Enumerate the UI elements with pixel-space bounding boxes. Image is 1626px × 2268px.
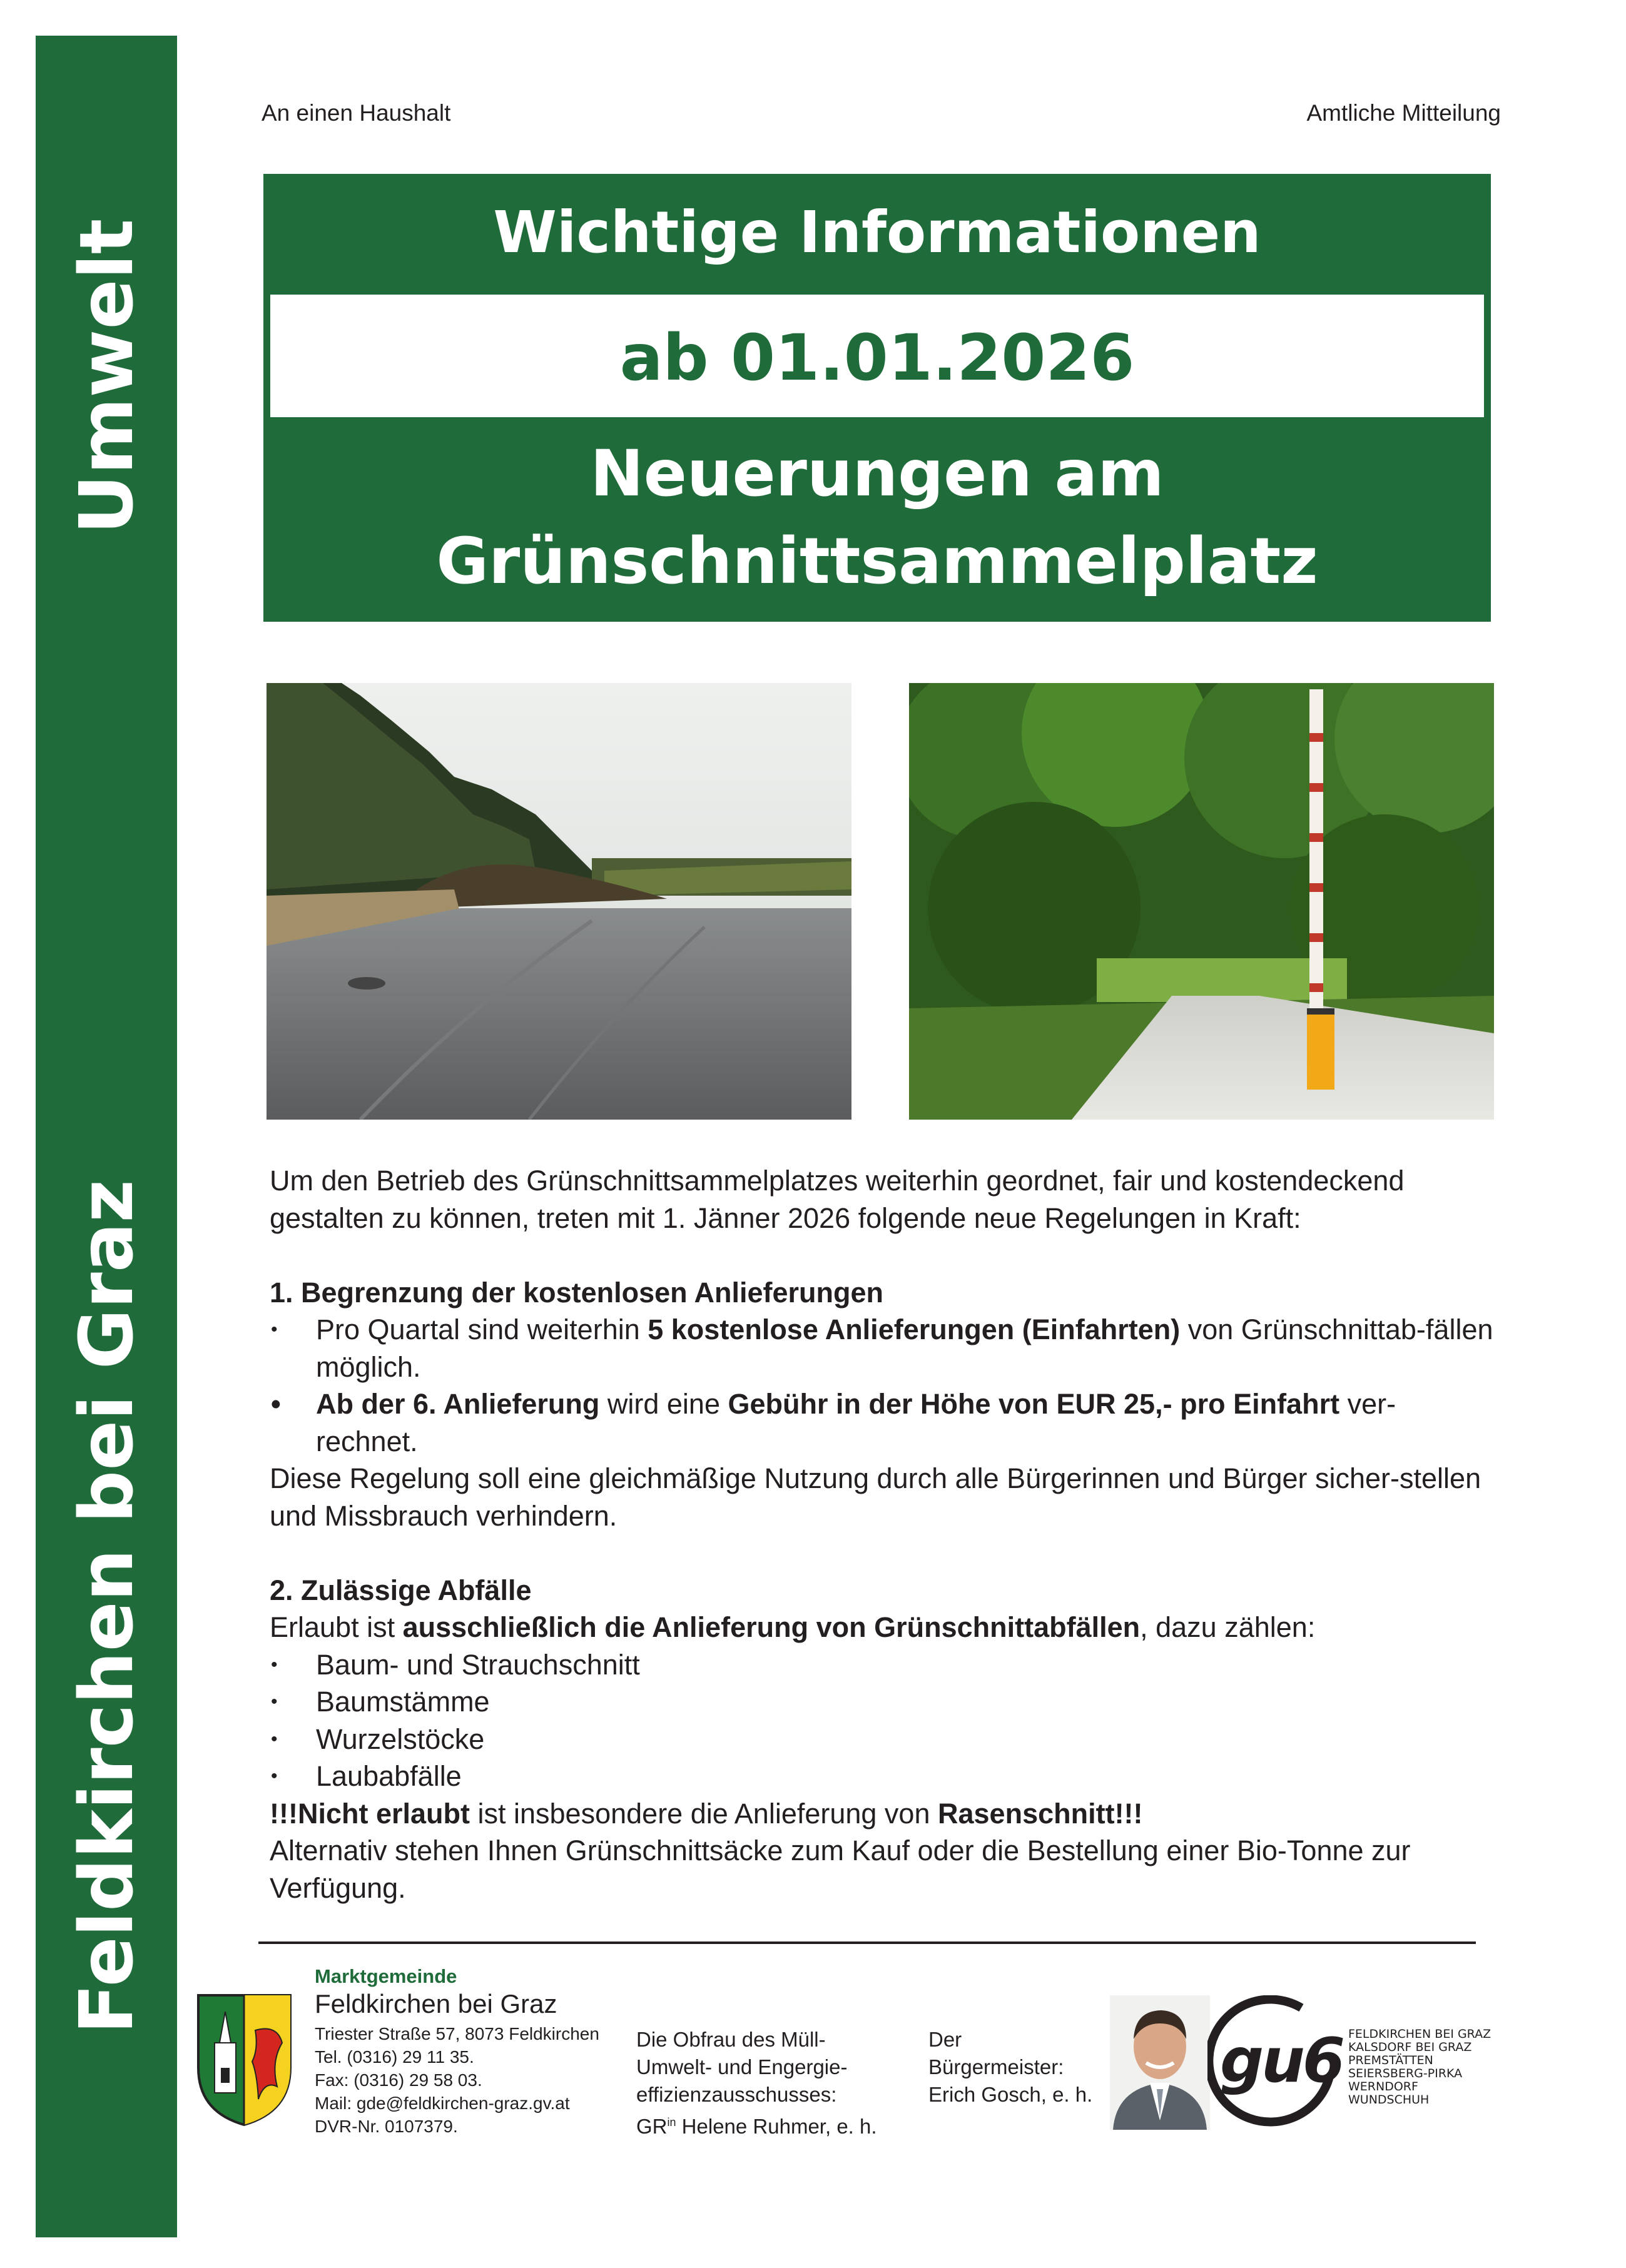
title-subheading-line1: Neuerungen am <box>590 437 1164 511</box>
bullet-icon: • <box>271 1319 278 1340</box>
gu6-logo-text: gu6 <box>1220 2025 1343 2097</box>
bullet-icon: • <box>271 1766 278 1786</box>
text-run: Erlaubt ist <box>270 1611 403 1643</box>
text-line: Umwelt- und Engergie- <box>636 2055 848 2078</box>
text-run: , dazu zählen: <box>1140 1611 1316 1643</box>
chair-name <box>636 2109 877 2140</box>
date-box <box>270 295 1484 417</box>
text-line: effizienzausschusses: <box>636 2083 837 2106</box>
list-item <box>270 1683 1496 1721</box>
notice-type-label: Amtliche Mitteilung <box>1306 100 1501 126</box>
section2-heading: 2. Zulässige Abfälle <box>270 1574 532 1606</box>
phone: Tel. (0316) 29 11 35. <box>315 2047 474 2067</box>
text-run-bold: Rasenschnitt!!! <box>938 1797 1143 1830</box>
gu6-member-list <box>1348 2028 1491 2107</box>
recipient-label: An einen Haushalt <box>262 100 451 126</box>
title-banner <box>263 174 1491 622</box>
coat-of-arms-icon <box>196 1993 293 2127</box>
list-item-label: Wurzelstöcke <box>316 1723 485 1755</box>
list-item-label: Laubabfälle <box>316 1760 462 1792</box>
text-run: ist insbesondere die Anlieferung von <box>470 1797 938 1830</box>
email: Mail: gde@feldkirchen-graz.gv.at <box>315 2093 570 2113</box>
bullet-icon: • <box>271 1654 278 1675</box>
org-type-label: Marktgemeinde <box>315 1965 457 1987</box>
photo-collection-site <box>267 683 851 1120</box>
dvr-number: DVR-Nr. 0107379. <box>315 2117 458 2136</box>
text-run: Helene Ruhmer, e. h. <box>676 2115 877 2138</box>
photo-barrier-entrance <box>909 683 1494 1120</box>
list-item <box>270 1646 1496 1684</box>
list-item-label: Baum- und Strauchschnitt <box>316 1648 640 1681</box>
gu6-member: SEIERSBERG-PIRKA <box>1348 2067 1463 2080</box>
text-line: Bürgermeister: <box>928 2055 1064 2078</box>
section2-lead <box>270 1609 1496 1646</box>
org-name: Feldkirchen bei Graz <box>315 1989 557 2018</box>
text-run: GR <box>636 2115 668 2138</box>
list-item <box>270 1721 1496 1758</box>
text-run-bold: ausschließlich die Anlieferung von Grünschnittabfällen <box>402 1611 1141 1643</box>
gu6-member: WUNDSCHUH <box>1348 2093 1430 2107</box>
list-item <box>270 1385 1496 1460</box>
mayor-name: Erich Gosch, e. h. <box>928 2083 1093 2106</box>
section1-note: Diese Regelung soll eine gleichmäßige Nutzung durch alle Bürgerinnen und Bürger sicher-stellen und Missbrauch verhindern. <box>270 1462 1481 1532</box>
gu6-member: KALSDORF BEI GRAZ <box>1348 2040 1472 2054</box>
bullet-icon: • <box>271 1388 281 1420</box>
gu6-member: FELDKIRCHEN BEI GRAZ <box>1348 2027 1491 2041</box>
committee-chair-block <box>636 2026 877 2140</box>
text-line: Die Obfrau des Müll- <box>636 2028 826 2051</box>
gu6-member: PREMSTÄTTEN <box>1348 2053 1433 2067</box>
list-item <box>270 1311 1496 1385</box>
mayor-block <box>928 2026 1092 2109</box>
text-run: ver-rechnet. <box>316 1388 1396 1457</box>
text-line: Der <box>928 2028 962 2051</box>
effective-date: ab 01.01.2026 <box>619 321 1135 395</box>
warning-line <box>270 1795 1496 1833</box>
alternative-paragraph: Alternativ stehen Ihnen Grünschnittsäcke zum Kauf oder die Bestellung einer Bio-Tonne zur Verfügung. <box>270 1835 1411 1904</box>
footer-divider <box>258 1941 1476 1944</box>
sidebar-band <box>36 36 177 2237</box>
text-run: Pro Quartal sind weiterhin <box>316 1314 648 1345</box>
body-text <box>270 1162 1496 1906</box>
text-run-bold: !!!Nicht erlaubt <box>270 1797 470 1830</box>
text-run-bold: 5 kostenlose Anlieferungen (Einfahrten) <box>648 1314 1181 1345</box>
sidebar-label-municipality: Feldkirchen bei Graz <box>63 1179 150 2035</box>
section1-heading: 1. Begrenzung der kostenlosen Anlieferungen <box>270 1276 883 1309</box>
fax: Fax: (0316) 29 58 03. <box>315 2070 482 2090</box>
sidebar-label-umwelt: Umwelt <box>63 218 150 535</box>
gu6-logo <box>1207 1995 1342 2130</box>
org-contact <box>315 2022 599 2138</box>
bullet-icon: • <box>271 1728 278 1749</box>
list-item <box>270 1758 1496 1795</box>
text-run: wird eine <box>599 1388 728 1420</box>
text-run-bold: Gebühr in der Höhe von EUR 25,- pro Einfahrt <box>728 1388 1340 1420</box>
title-subheading <box>263 430 1491 605</box>
text-run-bold: Ab der 6. Anlieferung <box>316 1388 600 1420</box>
mayor-portrait <box>1110 1995 1210 2130</box>
text-run: von Grünschnittab-fällen möglich. <box>316 1314 1493 1383</box>
gu6-member: WERNDORF <box>1348 2080 1418 2093</box>
title-subheading-line2: Grünschnittsammelplatz <box>436 524 1318 599</box>
text-run: in <box>667 2116 676 2129</box>
list-item-label: Baumstämme <box>316 1686 490 1718</box>
intro-paragraph: Um den Betrieb des Grünschnittsammelplatzes weiterhin geordnet, fair und kostendeckend gestalten zu können, treten mit 1. Jänner 2026 folgende neue Regelungen in Kraft: <box>270 1165 1405 1234</box>
title-heading: Wichtige Informationen <box>493 199 1261 266</box>
address: Triester Straße 57, 8073 Feldkirchen <box>315 2024 599 2043</box>
bullet-icon: • <box>271 1691 278 1712</box>
